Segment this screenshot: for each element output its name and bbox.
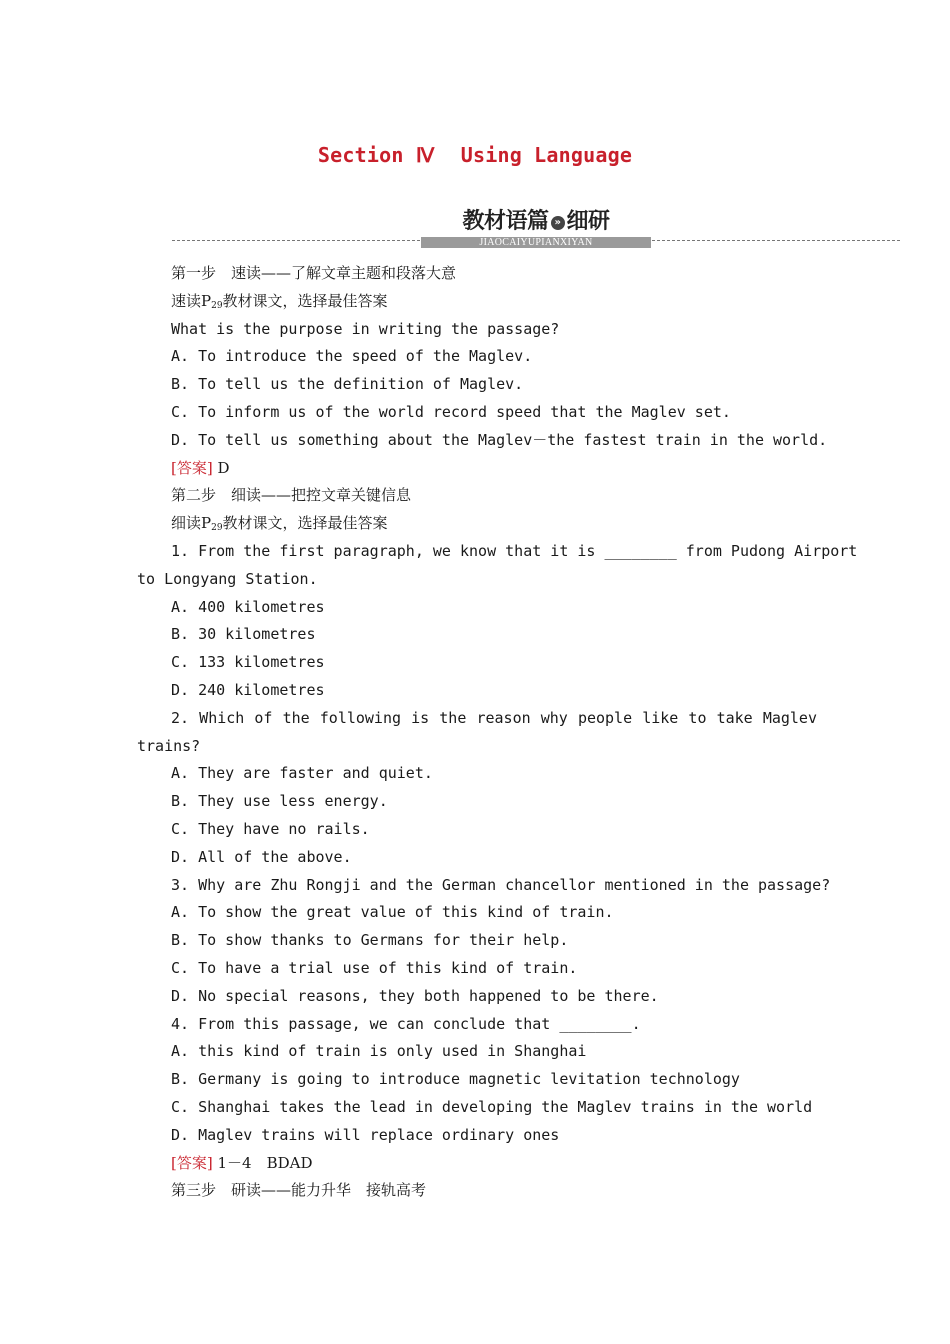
- option: D. No special reasons, they both happened to be there.: [171, 986, 659, 1005]
- section-topic: Using Language: [460, 143, 633, 167]
- option: A. To introduce the speed of the Maglev.: [171, 347, 533, 366]
- option: B. To tell us the definition of Maglev.: [171, 375, 524, 394]
- step3-title: 第三步 研读——能力升华 接轨高考: [171, 1181, 427, 1200]
- section-title: [0, 143, 950, 167]
- answer-tag: [答案]: [171, 458, 213, 477]
- option: C. They have no rails.: [171, 819, 370, 838]
- option: B. Germany is going to introduce magnetic levitation technology: [171, 1070, 740, 1089]
- option: B. To show thanks to Germans for their help.: [171, 931, 569, 950]
- step1-instruction: 速读$P_{29}$教材课文，选择最佳答案: [171, 291, 388, 311]
- option: B. 30 kilometres: [171, 625, 316, 644]
- banner-divider-right: [652, 240, 900, 241]
- option: A. To show the great value of this kind of train.: [171, 903, 614, 922]
- arrow-icon: »: [551, 216, 565, 230]
- option: C. To have a trial use of this kind of train.: [171, 958, 578, 977]
- option: C. Shanghai takes the lead in developing the Maglev trains in the world: [171, 1097, 813, 1116]
- question-4: 4. From this passage, we can conclude that ________.: [171, 1014, 641, 1033]
- step2-title: 第二步 细读——把控文章关键信息: [171, 486, 412, 505]
- option: C. To inform us of the world record speed that the Maglev set.: [171, 402, 731, 421]
- answer-tag: [答案]: [171, 1153, 213, 1172]
- section-banner: [421, 204, 651, 248]
- step2-answer: [答案] 1－4 BDAD: [171, 1153, 313, 1172]
- banner-divider-left: [172, 240, 420, 241]
- question-3: 3. Why are Zhu Rongji and the German chancellor mentioned in the passage?: [171, 875, 831, 894]
- option: D. 240 kilometres: [171, 680, 325, 699]
- banner-subtitle: JIAOCAIYUPIANXIYAN: [421, 237, 651, 248]
- document-body: [137, 260, 858, 1205]
- banner-title: 教材语篇 » 细研: [462, 209, 610, 234]
- option: A. 400 kilometres: [171, 597, 325, 616]
- section-number: Section Ⅳ: [317, 143, 435, 167]
- step2-instruction: 细读$P_{29}$教材课文，选择最佳答案: [171, 514, 388, 534]
- step1-question: What is the purpose in writing the passage?: [171, 319, 560, 338]
- option: A. They are faster and quiet.: [171, 764, 433, 783]
- question-2: 2. Which of the following is the reason why people like to take Maglev: [171, 708, 817, 727]
- option: D. To tell us something about the Maglev－the fastest train in the world.: [171, 430, 828, 449]
- step1-title: 第一步 速读——了解文章主题和段落大意: [171, 264, 457, 282]
- question-2-cont: trains?: [137, 736, 201, 755]
- option: A. this kind of train is only used in Shanghai: [171, 1042, 587, 1061]
- option: D. All of the above.: [171, 847, 352, 866]
- option: D. Maglev trains will replace ordinary ones: [171, 1125, 560, 1144]
- step1-answer: [答案] D: [171, 458, 230, 477]
- question-1: 1. From the first paragraph, we know that it is ________ from Pudong Airport: [171, 541, 858, 560]
- question-1-cont: to Longyang Station.: [137, 569, 318, 588]
- option: C. 133 kilometres: [171, 653, 325, 672]
- option: B. They use less energy.: [171, 792, 388, 811]
